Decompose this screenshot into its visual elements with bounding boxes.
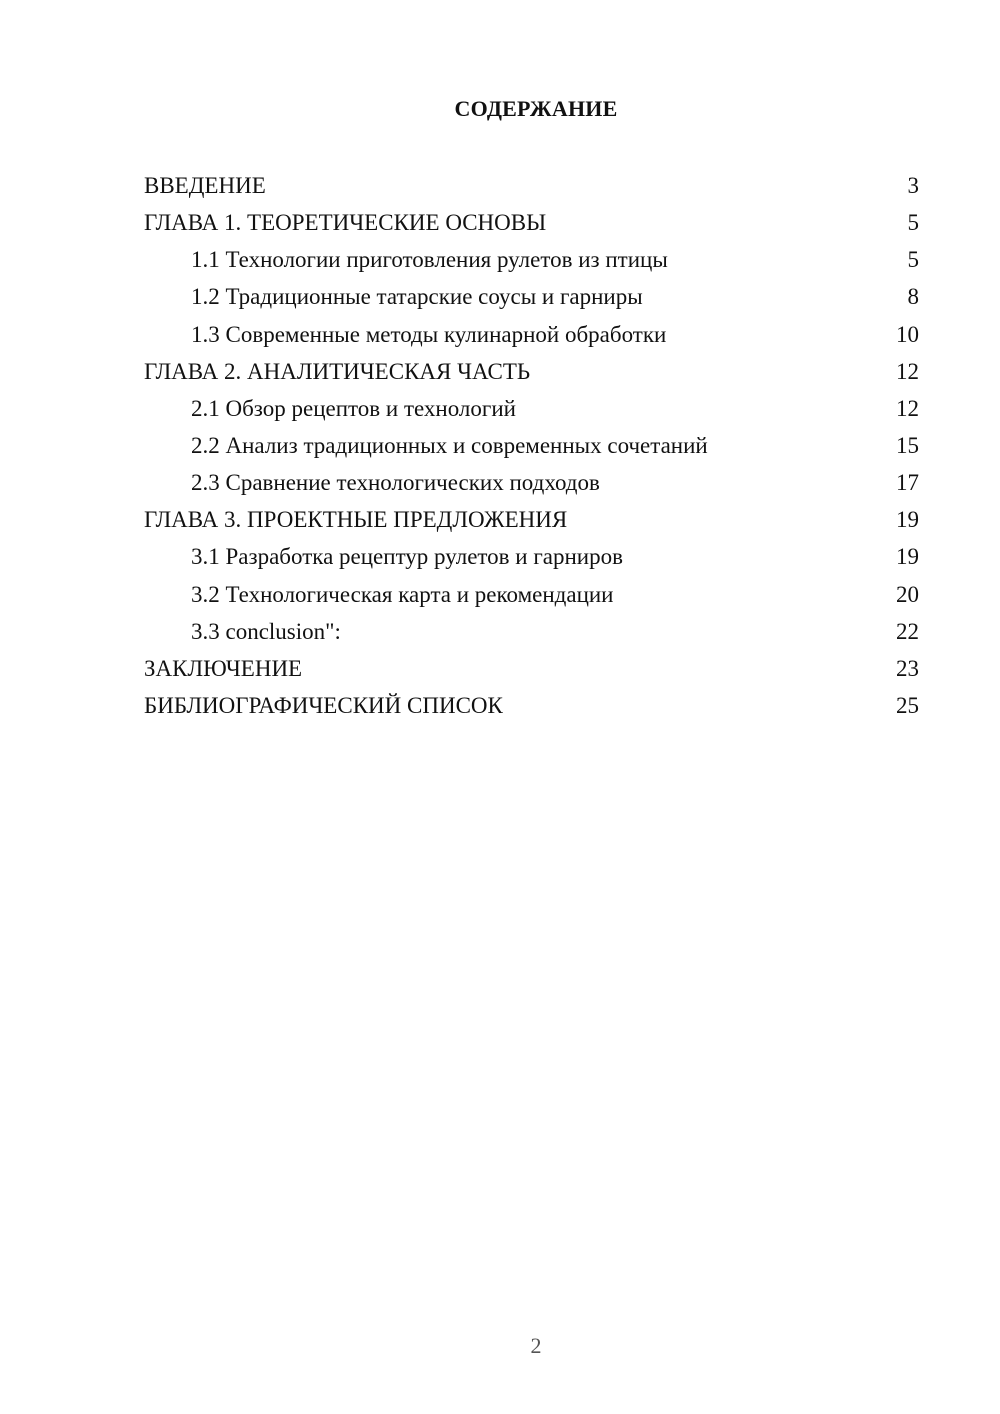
toc-row bbox=[144, 538, 919, 575]
toc-entry-label: 1.1 Технологии приготовления рулетов из птицы bbox=[191, 247, 668, 273]
toc-row bbox=[144, 687, 919, 724]
toc-entry-page: 3 bbox=[907, 173, 919, 198]
page-title: СОДЕРЖАНИЕ bbox=[454, 96, 618, 121]
toc-row bbox=[144, 650, 919, 687]
toc-entry-label: ГЛАВА 1. ТЕОРЕТИЧЕСКИЕ ОСНОВЫ bbox=[144, 210, 547, 236]
toc-entry-page: 19 bbox=[896, 544, 919, 570]
toc-entry-page: 20 bbox=[896, 581, 919, 607]
toc-entry-page: 5 bbox=[907, 247, 919, 273]
toc-entry-page: 25 bbox=[896, 692, 919, 718]
toc-entry-page: 19 bbox=[896, 507, 919, 533]
toc-entry-page: 23 bbox=[896, 655, 919, 681]
toc-entry-page: 15 bbox=[896, 432, 919, 458]
toc-entry-label: ГЛАВА 3. ПРОЕКТНЫЕ ПРЕДЛОЖЕНИЯ bbox=[144, 507, 568, 533]
toc-row bbox=[144, 427, 919, 464]
toc-row bbox=[144, 241, 919, 278]
toc-entry-label: ВВЕДЕНИЕ bbox=[144, 173, 266, 198]
toc-entry-page: 5 bbox=[907, 210, 919, 236]
toc-row bbox=[144, 278, 919, 315]
toc-entry-label: ГЛАВА 2. АНАЛИТИЧЕСКАЯ ЧАСТЬ bbox=[144, 358, 531, 384]
toc-row bbox=[144, 316, 919, 353]
toc-entry-label: 2.2 Анализ традиционных и современных сочетаний bbox=[191, 432, 708, 458]
toc-entry-page: 12 bbox=[896, 358, 919, 384]
toc-row bbox=[144, 167, 919, 204]
toc-row bbox=[144, 576, 919, 613]
toc-entry-label: 3.2 Технологическая карта и рекомендации bbox=[191, 581, 614, 607]
toc-row bbox=[144, 613, 919, 650]
toc-entry-page: 8 bbox=[907, 284, 919, 310]
toc-entry-label: 2.3 Сравнение технологических подходов bbox=[191, 470, 600, 496]
table-of-contents bbox=[144, 167, 919, 724]
toc-row bbox=[144, 501, 919, 538]
toc-entry-page: 22 bbox=[896, 618, 919, 644]
toc-entry-page: 10 bbox=[896, 321, 919, 347]
toc-entry-label: ЗАКЛЮЧЕНИЕ bbox=[144, 655, 303, 681]
toc-row bbox=[144, 464, 919, 501]
toc-row bbox=[144, 353, 919, 390]
toc-entry-label: 3.3 conclusion": bbox=[191, 618, 341, 644]
toc-row bbox=[144, 204, 919, 241]
page-number: 2 bbox=[530, 1333, 542, 1358]
toc-entry-label: 2.1 Обзор рецептов и технологий bbox=[191, 395, 516, 421]
toc-row bbox=[144, 390, 919, 427]
toc-entry-page: 12 bbox=[896, 395, 919, 421]
toc-entry-label: 3.1 Разработка рецептур рулетов и гарниров bbox=[191, 544, 623, 570]
toc-entry-label: БИБЛИОГРАФИЧЕСКИЙ СПИСОК bbox=[144, 692, 503, 718]
toc-entry-label: 1.2 Традиционные татарские соусы и гарниры bbox=[191, 284, 643, 310]
toc-entry-page: 17 bbox=[896, 470, 919, 496]
toc-entry-label: 1.3 Современные методы кулинарной обработки bbox=[191, 321, 667, 347]
